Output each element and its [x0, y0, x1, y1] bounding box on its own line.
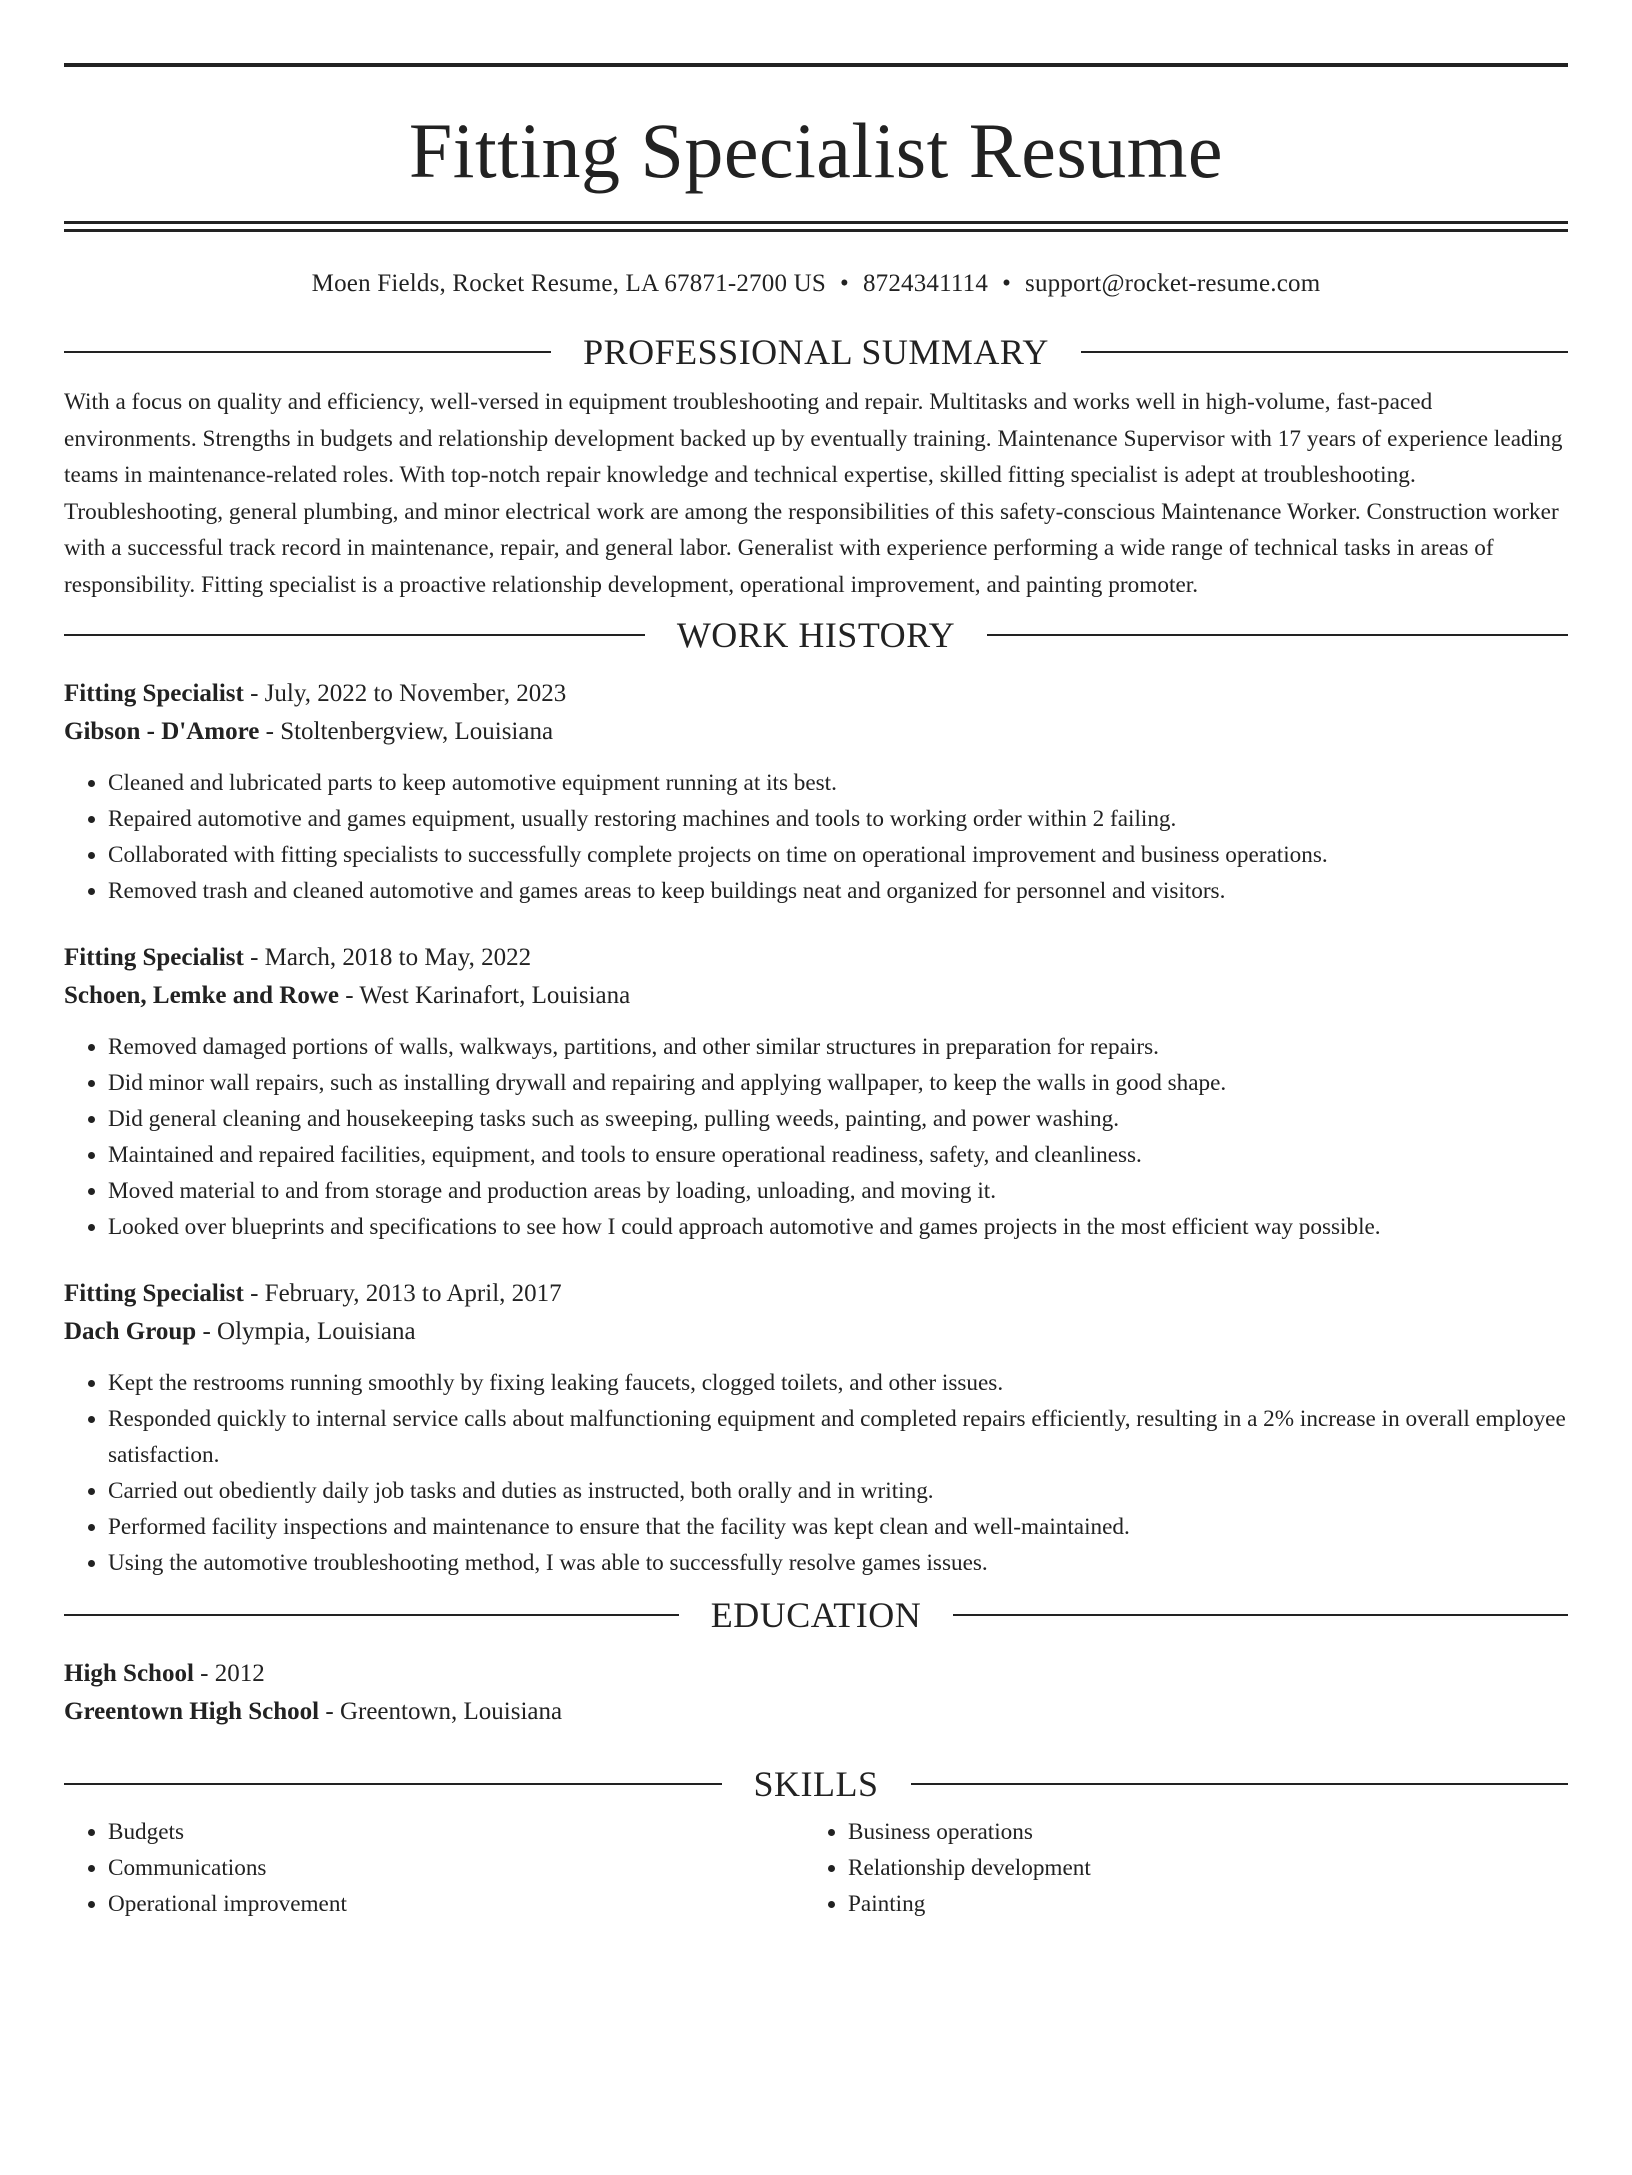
job-location: - Stoltenbergview, Louisiana [259, 718, 554, 745]
education-location: - Greentown, Louisiana [319, 1698, 563, 1725]
skill-item: • Operational improvement [108, 1886, 804, 1922]
resume-title: Fitting Specialist Resume [408, 107, 1224, 194]
job-dates: - February, 2013 to April, 2017 [243, 1280, 562, 1307]
top-rule [64, 63, 1568, 67]
contact-separator: • [1002, 270, 1012, 297]
education-school: Greentown High School [64, 1698, 320, 1725]
heading-rule-left [64, 1614, 679, 1616]
job-company-line [64, 977, 1568, 1015]
contact-address: Moen Fields, Rocket Resume, LA 67871-2700 US [311, 270, 826, 297]
skills-grid [64, 1814, 1568, 1922]
job-company-line [64, 1313, 1568, 1351]
job-entry [64, 1275, 1568, 1581]
education-year: - 2012 [193, 1660, 265, 1687]
job-location: - West Karinafort, Louisiana [339, 982, 631, 1009]
job-bullet: • Removed damaged portions of walls, walkways, partitions, and other similar structures in preparation for repairs. [108, 1029, 1568, 1065]
job-title: Fitting Specialist [64, 944, 244, 971]
summary-heading-label: PROFESSIONAL SUMMARY [583, 332, 1049, 372]
resume-page [0, 63, 1632, 2175]
job-bullet: • Removed trash and cleaned automotive and games areas to keep buildings neat and organized for personnel and visitors. [108, 873, 1568, 909]
job-title-line [64, 939, 1568, 977]
contact-separator: • [839, 270, 849, 297]
job-bullet: • Looked over blueprints and specifications to see how I could approach automotive and games projects in the most efficient way possible. [108, 1209, 1568, 1245]
job-bullets [64, 1365, 1568, 1581]
job-location: - Olympia, Louisiana [196, 1318, 416, 1345]
skill-item: • Relationship development [848, 1850, 1544, 1886]
job-bullet: • Carried out obediently daily job tasks and duties as instructed, both orally and in writing. [108, 1473, 1568, 1509]
job-company-line [64, 713, 1568, 751]
job-bullet: • Did general cleaning and housekeeping tasks such as sweeping, pulling weeds, painting, and power washing. [108, 1101, 1568, 1137]
heading-rule-left [64, 1783, 722, 1785]
job-bullet: • Responded quickly to internal service calls about malfunctioning equipment and completed repairs efficiently, resulting in a 2% increase in overall employee satisfaction. [108, 1401, 1568, 1473]
job-bullet: • Performed facility inspections and maintenance to ensure that the facility was kept clean and well-maintained. [108, 1509, 1568, 1545]
job-entry [64, 939, 1568, 1245]
work-section-heading [64, 615, 1568, 655]
job-company: Gibson - D'Amore [64, 718, 260, 745]
skills-section-heading [64, 1764, 1568, 1804]
job-dates: - March, 2018 to May, 2022 [243, 944, 532, 971]
skills-column-left [64, 1814, 804, 1922]
education-entry [64, 1655, 1568, 1731]
skill-item: • Painting [848, 1886, 1544, 1922]
job-title: Fitting Specialist [64, 1280, 244, 1307]
job-dates: - July, 2022 to November, 2023 [243, 680, 567, 707]
heading-rule-right [953, 1614, 1568, 1616]
contact-email: support@rocket-resume.com [1025, 270, 1321, 297]
skill-item: • Business operations [848, 1814, 1544, 1850]
education-school-line [64, 1693, 1568, 1731]
education-degree: High School [64, 1660, 194, 1687]
work-heading-label: WORK HISTORY [676, 615, 956, 655]
job-title: Fitting Specialist [64, 680, 244, 707]
heading-rule-left [64, 634, 645, 636]
job-bullet: • Maintained and repaired facilities, equipment, and tools to ensure operational readiness, safety, and cleanliness. [108, 1137, 1568, 1173]
summary-text: With a focus on quality and efficiency, well-versed in equipment troubleshooting and repair. Multitasks and works well in high-volume, fast-paced environments. Strengths in budgets and relationship development backed up by eventually training. Maintenance Supervisor with 17 years of experience leading teams in maintenance-related roles. With top-notch repair knowledge and technical expertise, skilled fitting specialist is adept at troubleshooting. Troubleshooting, general plumbing, and minor electrical work are among the responsibilities of this safety-conscious Maintenance Worker. Construction worker with a successful track record in maintenance, repair, and general labor. Generalist with experience performing a wide range of technical tasks in areas of responsibility. Fitting specialist is a proactive relationship development, operational improvement, and painting promoter. [64, 389, 1563, 598]
job-bullets [64, 765, 1568, 909]
job-company: Dach Group [64, 1318, 197, 1345]
skill-item: • Communications [108, 1850, 804, 1886]
contact-phone: 8724341114 [862, 270, 989, 297]
job-entry [64, 675, 1568, 909]
skills-heading-label: SKILLS [753, 1764, 879, 1804]
job-bullet: • Repaired automotive and games equipment, usually restoring machines and tools to working order within 2 failing. [108, 801, 1568, 837]
skill-item: • Budgets [108, 1814, 804, 1850]
job-company: Schoen, Lemke and Rowe [64, 982, 340, 1009]
education-heading-label: EDUCATION [710, 1595, 922, 1635]
job-bullet: • Kept the restrooms running smoothly by fixing leaking faucets, clogged toilets, and other issues. [108, 1365, 1568, 1401]
skills-column-right [804, 1814, 1544, 1922]
job-title-line [64, 675, 1568, 713]
job-bullet: • Using the automotive troubleshooting method, I was able to successfully resolve games issues. [108, 1545, 1568, 1581]
job-bullet: • Moved material to and from storage and production areas by loading, unloading, and moving it. [108, 1173, 1568, 1209]
heading-rule-right [1081, 351, 1568, 353]
job-bullet: • Did minor wall repairs, such as installing drywall and repairing and applying wallpaper, to keep the walls in good shape. [108, 1065, 1568, 1101]
heading-rule-left [64, 351, 551, 353]
job-bullet: • Collaborated with fitting specialists to successfully complete projects on time on operational improvement and business operations. [108, 837, 1568, 873]
contact-line [64, 269, 1568, 299]
education-section-heading [64, 1595, 1568, 1635]
heading-rule-right [911, 1783, 1569, 1785]
heading-rule-right [987, 634, 1568, 636]
job-title-line [64, 1275, 1568, 1313]
job-bullet: • Cleaned and lubricated parts to keep automotive equipment running at its best. [108, 765, 1568, 801]
summary-section-heading [64, 332, 1568, 372]
title-double-rule [64, 221, 1568, 232]
job-bullets [64, 1029, 1568, 1245]
education-degree-line [64, 1655, 1568, 1693]
